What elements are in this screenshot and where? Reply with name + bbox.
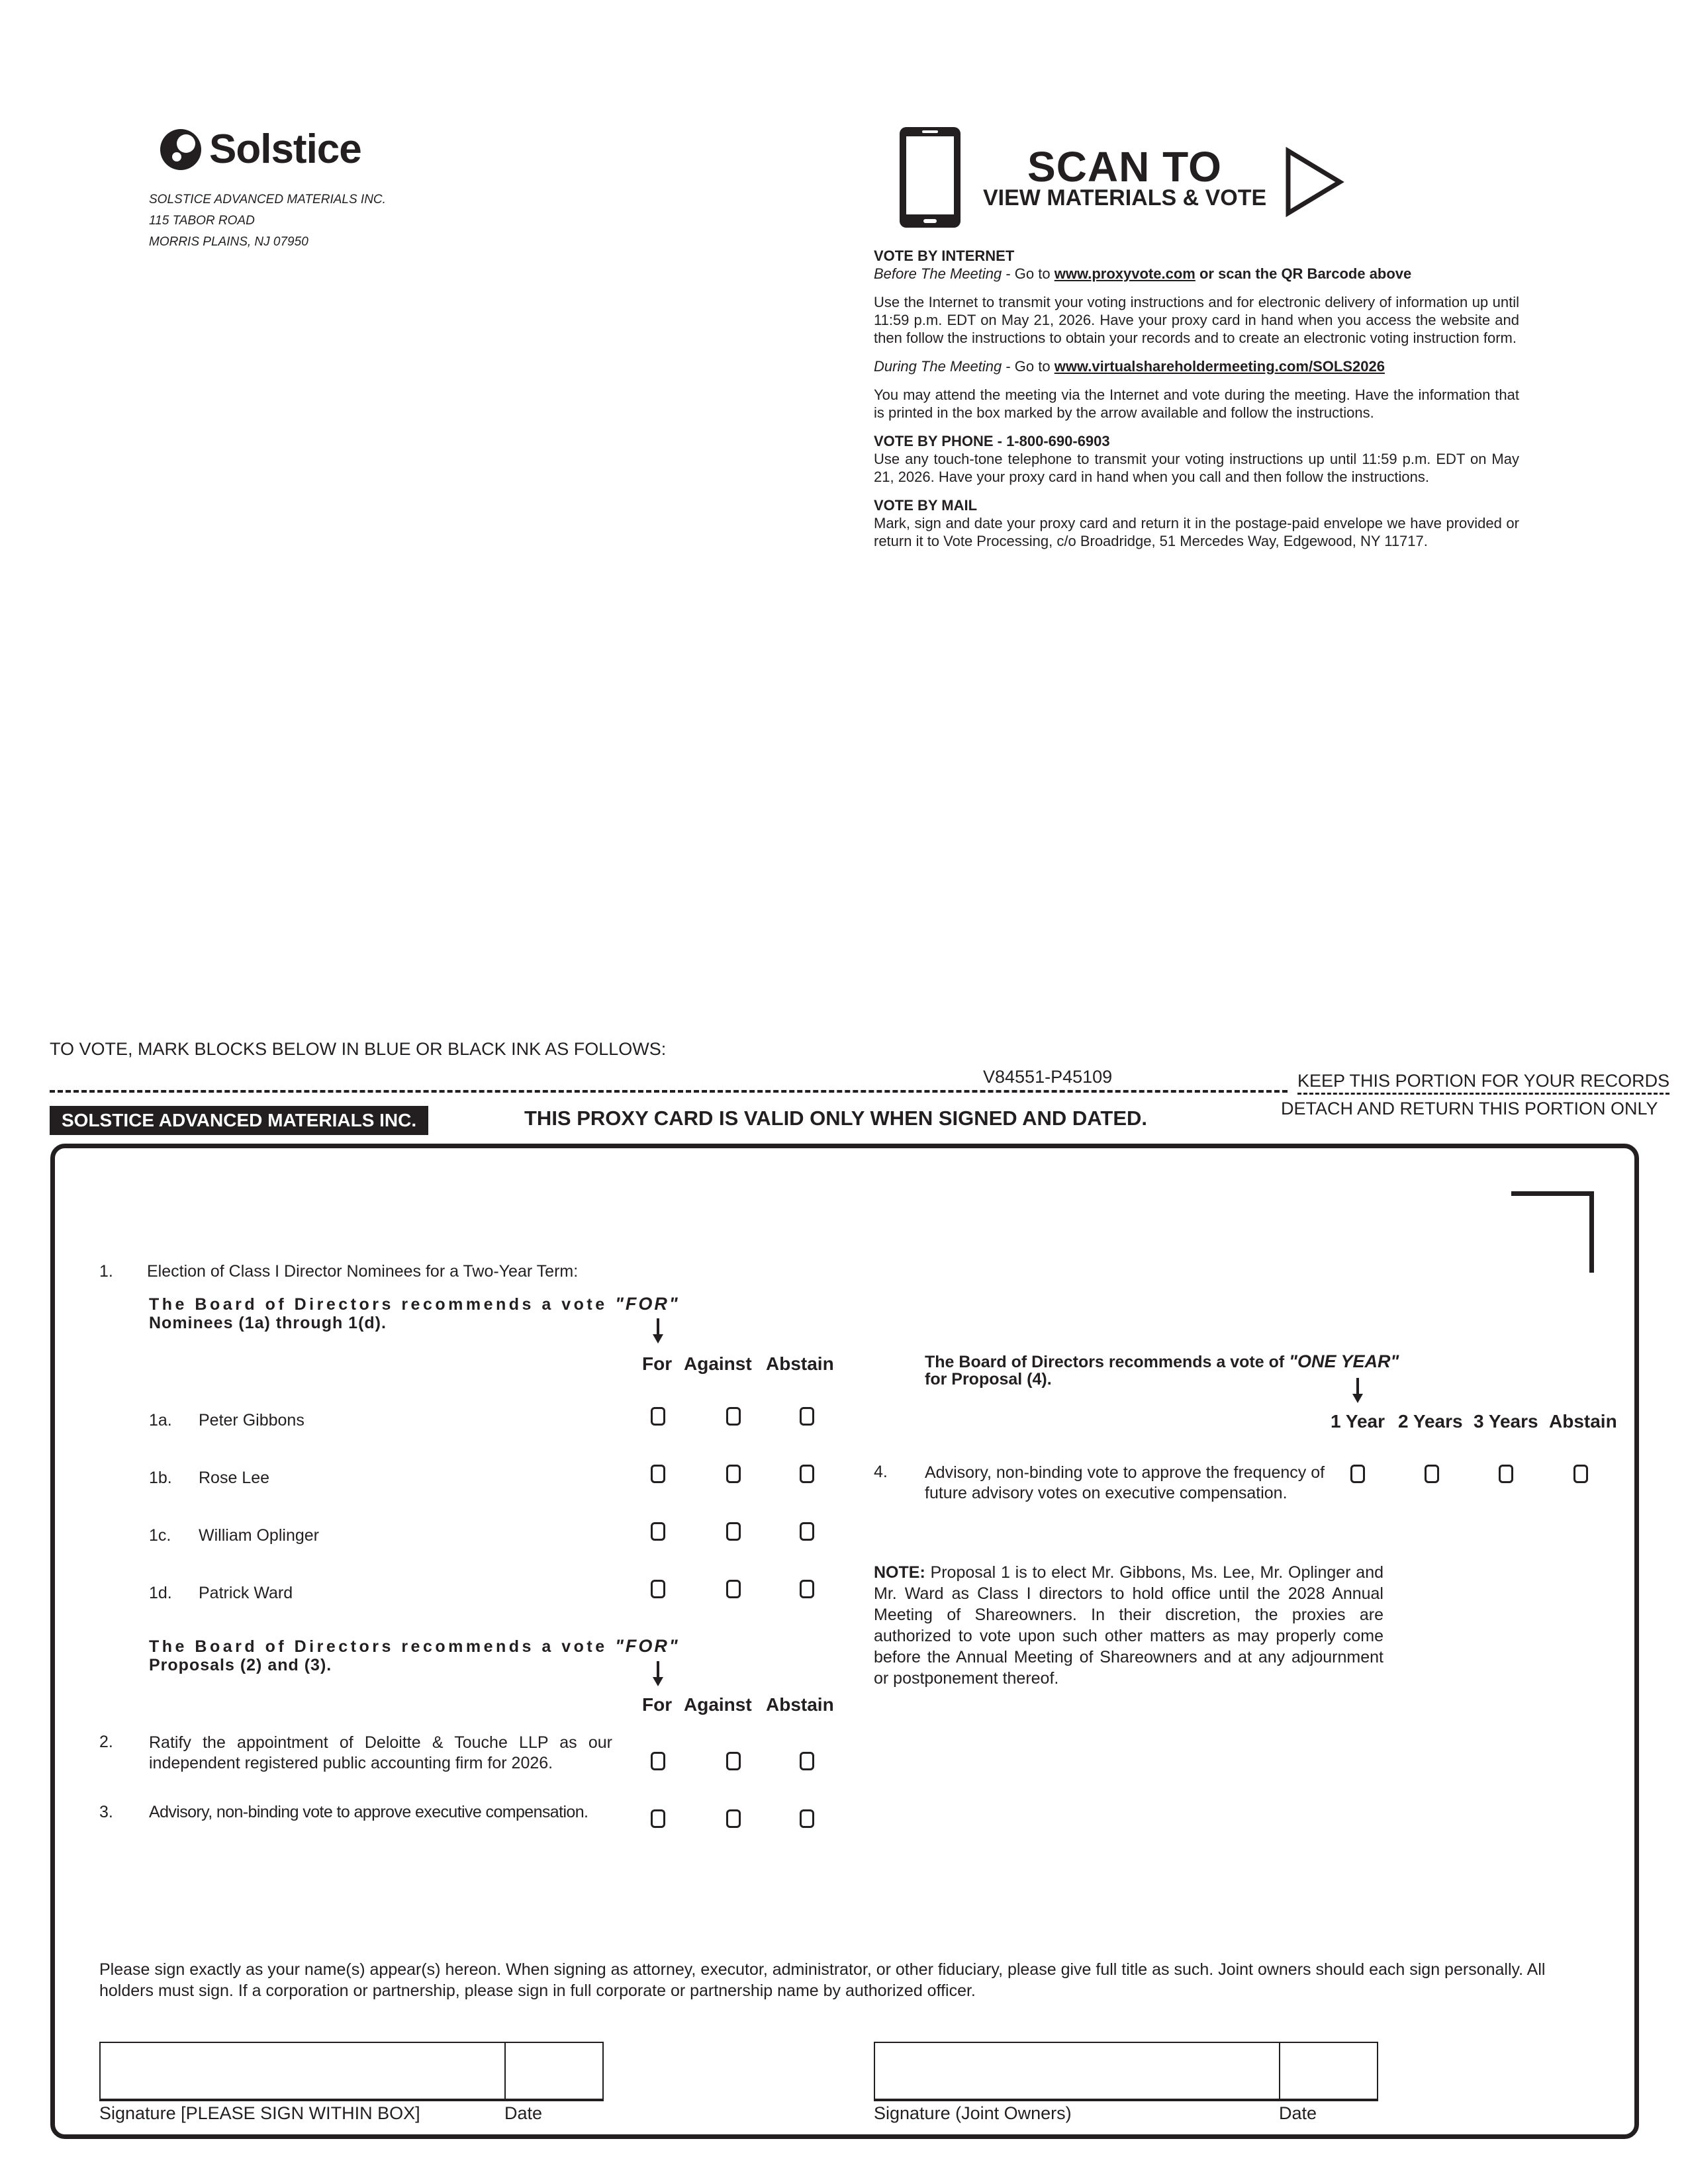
company-logo: [159, 126, 361, 173]
nominee-name: Rose Lee: [199, 1469, 270, 1487]
company-tag: SOLSTICE ADVANCED MATERIALS INC.: [50, 1106, 428, 1135]
column-abstain: Abstain: [766, 1353, 834, 1374]
note-label: NOTE:: [874, 1563, 925, 1582]
column-3-years: 3 Years: [1474, 1411, 1538, 1432]
go-to-text: - Go to: [1002, 265, 1055, 282]
proposal2-text: Ratify the appointment of Deloitte & Touche LLP as our independent registered public accounting firm for 2026.: [149, 1733, 612, 1772]
vote-mail-heading: VOTE BY MAIL: [874, 497, 978, 514]
recommendation-for: "FOR": [615, 1636, 680, 1656]
joint-signature-box[interactable]: [874, 2042, 1280, 2101]
nominee-1b-against-checkbox[interactable]: [726, 1465, 741, 1483]
column-against: Against: [684, 1353, 752, 1374]
vote-phone-heading: VOTE BY PHONE - 1-800-690-6903: [874, 433, 1110, 449]
sign-instructions: Please sign exactly as your name(s) appear(s) hereon. When signing as attorney, executor, administrator, or other fiduciary, please give full title as such. Joint owners should each sign personally. All holders must sign. If a corporation or partnership, please sign in full corporate or partnership name by authorized officer.: [99, 1960, 1546, 2000]
proposal4-text: Advisory, non-binding vote to approve the frequency of future advisory votes on executive compensation.: [925, 1463, 1325, 1502]
internet-text: Use the Internet to transmit your voting instructions and for electronic delivery of information up until 11:59 p.m. EDT on May 21, 2026. Have your proxy card in hand when you access the website and then follow the instructions to obtain your records and to create an electronic voting instruction form.: [874, 294, 1519, 346]
nominee-1c-for-checkbox[interactable]: [651, 1522, 665, 1541]
board-recommendation-4-line2: for Proposal (4).: [925, 1370, 1052, 1388]
address-line: SOLSTICE ADVANCED MATERIALS INC.: [149, 193, 386, 206]
proposal1-title: Election of Class I Director Nominees for a Two-Year Term:: [147, 1262, 579, 1281]
date-label: Date: [504, 2103, 543, 2123]
nominee-1a-for-checkbox[interactable]: [651, 1407, 665, 1426]
keep-portion-text: KEEP THIS PORTION FOR YOUR RECORDS: [1297, 1071, 1669, 1095]
control-code: V84551-P45109: [983, 1067, 1113, 1087]
proxy-note: [874, 1562, 1383, 1689]
signature-label: Signature [PLEASE SIGN WITHIN BOX]: [99, 2103, 420, 2123]
proposal2-number: 2.: [99, 1733, 113, 1751]
recommendation-value: "ONE YEAR": [1289, 1351, 1399, 1371]
during-text: You may attend the meeting via the Internet and vote during the meeting. Have the information that is printed in the box marked by the arrow available and follow the instructions.: [874, 387, 1519, 421]
company-address: [149, 189, 386, 253]
date-box[interactable]: [504, 2042, 604, 2101]
detach-return-text: DETACH AND RETURN THIS PORTION ONLY: [1281, 1099, 1658, 1118]
nominee-number: 1b.: [149, 1469, 172, 1487]
down-arrow-icon: [651, 1318, 665, 1345]
down-arrow-icon: [1351, 1378, 1364, 1404]
recommendation-text: The Board of Directors recommends a vote: [149, 1295, 608, 1314]
nominee-1d-for-checkbox[interactable]: [651, 1580, 665, 1598]
vote-internet-heading: VOTE BY INTERNET: [874, 248, 1015, 264]
recommendation-text: The Board of Directors recommends a vote: [149, 1637, 608, 1656]
virtual-meeting-link[interactable]: www.virtualshareholdermeeting.com/SOLS2026: [1054, 358, 1385, 375]
column-for: For: [642, 1694, 673, 1715]
address-line: MORRIS PLAINS, NJ 07950: [149, 235, 308, 249]
proposal4-2-years-checkbox[interactable]: [1425, 1465, 1439, 1483]
mail-text: Mark, sign and date your proxy card and return it in the postage-paid envelope we have provided or return it to Vote Processing, c/o Broadridge, 51 Mercedes Way, Edgewood, NY 11717.: [874, 515, 1519, 549]
nominee-1c-abstain-checkbox[interactable]: [800, 1522, 814, 1541]
nominee-name: William Oplinger: [199, 1526, 319, 1545]
proposal4-abstain-checkbox[interactable]: [1573, 1465, 1588, 1483]
logo-text: Solstice: [209, 126, 361, 172]
nominee-1b-for-checkbox[interactable]: [651, 1465, 665, 1483]
scan-title: SCAN TO: [1027, 143, 1222, 191]
nominee-number: 1c.: [149, 1526, 171, 1545]
joint-date-box[interactable]: [1279, 2042, 1378, 2101]
recommendation-for: "FOR": [615, 1294, 680, 1314]
proposal3-abstain-checkbox[interactable]: [800, 1809, 814, 1828]
detach-line: [50, 1090, 1288, 1093]
mark-instructions: TO VOTE, MARK BLOCKS BELOW IN BLUE OR BLACK INK AS FOLLOWS:: [50, 1039, 667, 1059]
address-line: 115 TABOR ROAD: [149, 214, 255, 228]
nominee-1a-abstain-checkbox[interactable]: [800, 1407, 814, 1426]
column-abstain: Abstain: [1549, 1411, 1617, 1432]
proposal3-number: 3.: [99, 1803, 113, 1821]
column-1-year: 1 Year: [1331, 1411, 1385, 1432]
board-recommendation-2-line2: Proposals (2) and (3).: [149, 1656, 332, 1674]
during-meeting-label: During The Meeting: [874, 358, 1002, 375]
nominee-1d-against-checkbox[interactable]: [726, 1580, 741, 1598]
board-recommendation-4: [925, 1351, 1399, 1372]
board-recommendation-2: [149, 1636, 680, 1657]
column-abstain: Abstain: [766, 1694, 834, 1715]
column-against: Against: [684, 1694, 752, 1715]
voting-instructions: [874, 247, 1519, 561]
play-arrow-icon: [1284, 147, 1345, 217]
nominee-number: 1d.: [149, 1584, 172, 1602]
nominee-1b-abstain-checkbox[interactable]: [800, 1465, 814, 1483]
nominee-1d-abstain-checkbox[interactable]: [800, 1580, 814, 1598]
proposal3-for-checkbox[interactable]: [651, 1809, 665, 1828]
proposal4-3-years-checkbox[interactable]: [1499, 1465, 1513, 1483]
nominee-1c-against-checkbox[interactable]: [726, 1522, 741, 1541]
joint-signature-label: Signature (Joint Owners): [874, 2103, 1072, 2123]
note-text: Proposal 1 is to elect Mr. Gibbons, Ms. Lee, Mr. Oplinger and Mr. Ward as Class I directors to hold office until the 2028 Annual Meeting of Shareowners. In their discretion, the proxies are authorized to vote upon such other matters as may properly come before the Annual Meeting of Shareowners and at any adjournment or postponement thereof.: [874, 1563, 1383, 1688]
valid-notice: THIS PROXY CARD IS VALID ONLY WHEN SIGNED AND DATED.: [524, 1107, 1148, 1130]
proposal3-against-checkbox[interactable]: [726, 1809, 741, 1828]
phone-text: Use any touch-tone telephone to transmit your voting instructions up until 11:59 p.m. EDT on May 21, 2026. Have your proxy card in hand when you call and then follow the instructions.: [874, 451, 1519, 485]
scan-subtitle: VIEW MATERIALS & VOTE: [983, 185, 1267, 210]
nominee-number: 1a.: [149, 1411, 172, 1430]
signature-box[interactable]: [99, 2042, 506, 2101]
column-2-years: 2 Years: [1398, 1411, 1463, 1432]
go-to-text: - Go to: [1002, 358, 1055, 375]
nominee-name: Patrick Ward: [199, 1584, 293, 1602]
smartphone-icon: [897, 124, 963, 230]
column-for: For: [642, 1353, 673, 1374]
proxyvote-link[interactable]: www.proxyvote.com: [1054, 265, 1196, 282]
proposal2-against-checkbox[interactable]: [726, 1752, 741, 1770]
proposal3-text: Advisory, non-binding vote to approve executive compensation.: [149, 1803, 588, 1821]
proposal2-abstain-checkbox[interactable]: [800, 1752, 814, 1770]
nominee-name: Peter Gibbons: [199, 1411, 305, 1430]
joint-date-label: Date: [1279, 2103, 1317, 2123]
solstice-logo-icon: [159, 128, 203, 171]
board-recommendation-1: [149, 1294, 680, 1314]
proposal2-for-checkbox[interactable]: [651, 1752, 665, 1770]
down-arrow-icon: [651, 1661, 665, 1688]
recommendation-text: The Board of Directors recommends a vote of: [925, 1353, 1285, 1371]
corner-mark: [1511, 1191, 1594, 1273]
nominee-1a-against-checkbox[interactable]: [726, 1407, 741, 1426]
board-recommendation-1-line2: Nominees (1a) through 1(d).: [149, 1314, 387, 1332]
before-meeting-label: Before The Meeting: [874, 265, 1002, 282]
qr-note: or scan the QR Barcode above: [1195, 265, 1412, 282]
proposal1-number: 1.: [99, 1262, 113, 1281]
proposal4-1-year-checkbox[interactable]: [1350, 1465, 1365, 1483]
proposal4-number: 4.: [874, 1463, 888, 1481]
